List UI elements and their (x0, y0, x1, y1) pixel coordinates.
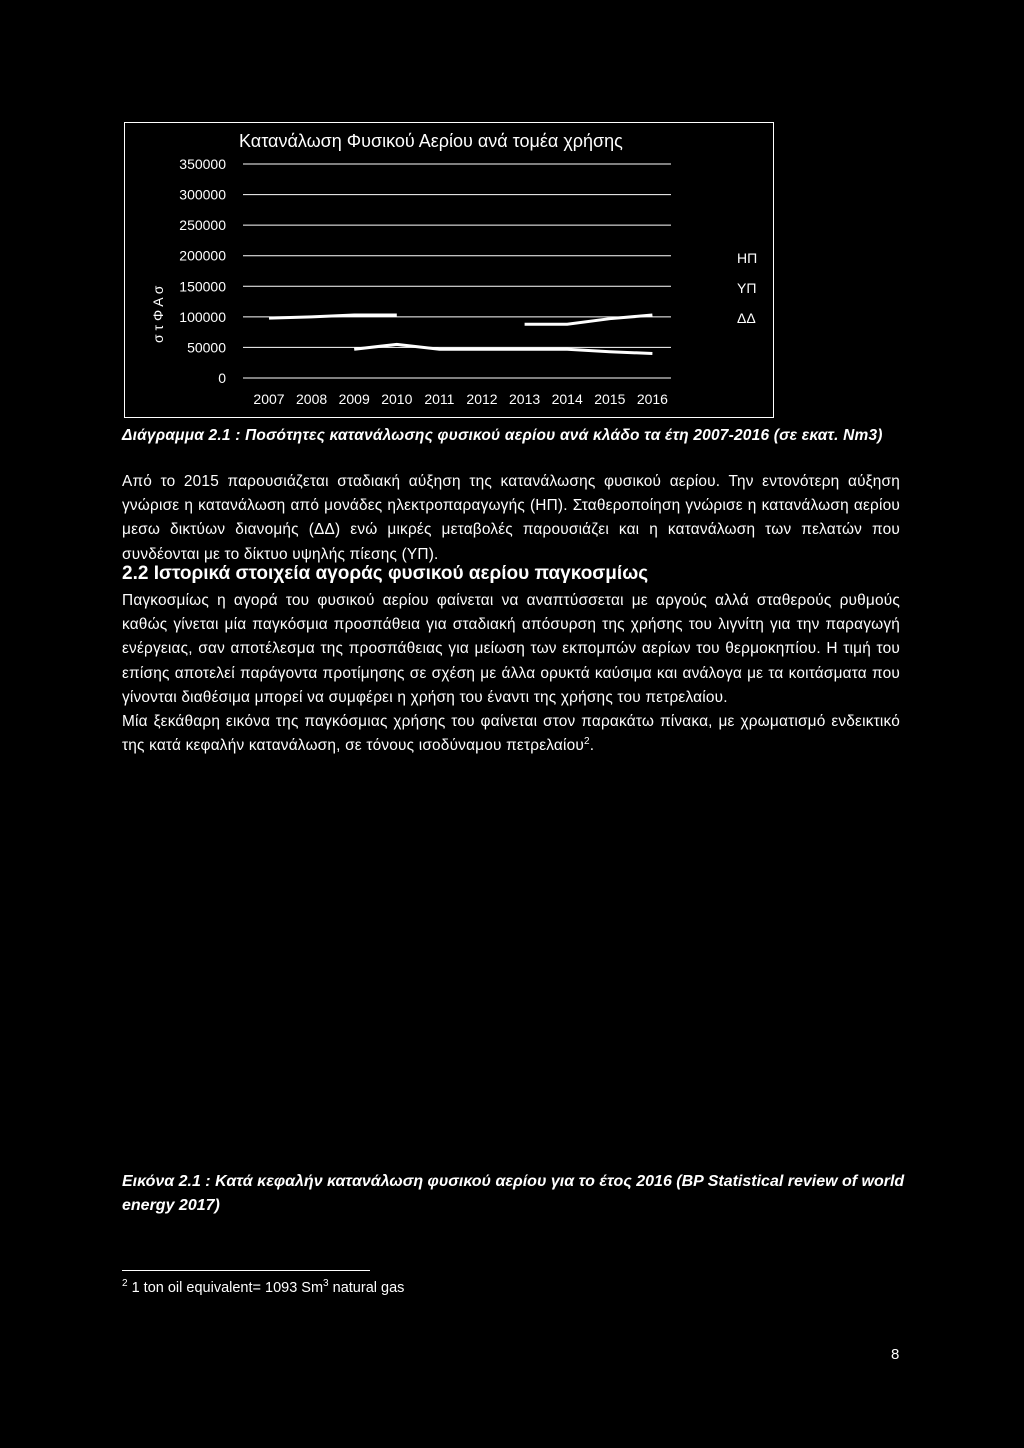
x-tick-label: 2012 (466, 391, 498, 407)
x-tick-label: 2009 (338, 391, 370, 407)
section-heading: 2.2 Ιστορικά στοιχεία αγοράς φυσικού αερίου παγκοσμίως (122, 563, 649, 584)
paragraph-1 (122, 470, 900, 567)
legend-entry: ΥΠ (737, 280, 757, 296)
y-tick-label: 100000 (179, 308, 226, 325)
footnote (122, 1280, 404, 1296)
x-tick-label: 2007 (253, 391, 285, 407)
y-tick-label: 0 (218, 370, 226, 386)
consumption-chart (125, 123, 773, 417)
page-number: 8 (891, 1346, 900, 1363)
y-tick-label: 300000 (179, 186, 226, 203)
y-tick-label: 200000 (179, 247, 226, 264)
footnote-text: 1 ton oil equivalent= 1093 Sm (131, 1280, 324, 1296)
y-tick-label: 50000 (187, 339, 226, 356)
x-tick-label: 2016 (636, 391, 668, 407)
chart-frame (124, 122, 774, 418)
paragraph-2 (122, 589, 900, 758)
figure-caption: Εικόνα 2.1 : Κατά κεφαλήν κατανάλωση φυσικού αερίου για το έτος 2016 (BP Statistical review of world energy 2017) (122, 1173, 905, 1214)
series-line-2 (354, 344, 652, 353)
footnote-superscript: 3 (323, 1278, 329, 1290)
chart-title: Κατανάλωση Φυσικού Αερίου ανά τομέα χρήσης (239, 131, 623, 151)
y-tick-label: 150000 (179, 278, 226, 295)
y-tick-label: 250000 (179, 217, 226, 234)
x-tick-label: 2013 (509, 391, 541, 407)
footnote-reference: 2 (584, 736, 590, 748)
paragraph-2-text: Παγκοσμίως η αγορά του φυσικού αερίου φαίνεται να αναπτύσσεται με αργούς αλλά σταθερούς ρυθμούς καθώς γίνεται μία παγκόσμια προσπάθεια για σταδιακή απόσυρση της χρήσης του λιγνίτη για την παραγωγή ενέργειας, σαν αποτέλεσμα της προσπάθειας για μείωση των εκπομπών αερίων του θερμοκηπίου. Η τιμή του επίσης αποτελεί παράγοντα προτίμησης σε σχέση με άλλα ορυκτά καύσιμα και ανάλογα με τα κοιτάσματα που γίνονται διαθέσιμα μπορεί να συμφέρει η χρήση του έναντι της χρήσης του πετρελαίου. (122, 592, 900, 706)
x-tick-label: 2014 (551, 391, 583, 407)
x-tick-label: 2015 (594, 391, 626, 407)
paragraph-3-end: . (589, 737, 595, 755)
footnote-end: natural gas (328, 1280, 405, 1296)
legend-entry: ΗΠ (737, 250, 758, 266)
legend-entry: ΔΔ (737, 310, 756, 326)
y-tick-label: 350000 (179, 156, 226, 172)
x-tick-label: 2011 (424, 391, 455, 407)
paragraph-3-body: Μία ξεκάθαρη εικόνα της παγκόσμιας χρήσης του φαίνεται στον παρακάτω πίνακα, με χρωματισμό ενδεικτικό της κατά κεφαλήν κατανάλωση, σε τόνους ισοδύναμου πετρελαίου (122, 713, 900, 755)
paragraph-3-text (122, 710, 900, 758)
diagram-caption: Διάγραμμα 2.1 : Ποσότητες κατανάλωσης φυσικού αερίου ανά κλάδο τα έτη 2007-2016 (σε εκατ. Nm3) (122, 427, 883, 444)
paragraph-1-text: Από το 2015 παρουσιάζεται σταδιακή αύξηση της κατανάλωσης φυσικού αερίου. Την εντονότερη αύξηση γνώρισε η κατανάλωση από μονάδες ηλεκτροπαραγωγής (ΗΠ). Σταθεροποίηση γνώρισε η κατανάλωση αερίου μεσω δικτύων διανομής (ΔΔ) ενώ μικρές μεταβολές παρουσιάζει και η κατανάλωση των πελατών που συνδέονται με το δίκτυο υψηλής πίεσης (ΥΠ). (122, 473, 900, 563)
footnote-divider (122, 1270, 370, 1271)
x-tick-label: 2010 (381, 391, 413, 407)
x-tick-label: 2008 (296, 391, 328, 407)
footnote-mark: 2 (122, 1278, 128, 1290)
y-axis-label: σ τ Φ Α σ (150, 285, 166, 343)
